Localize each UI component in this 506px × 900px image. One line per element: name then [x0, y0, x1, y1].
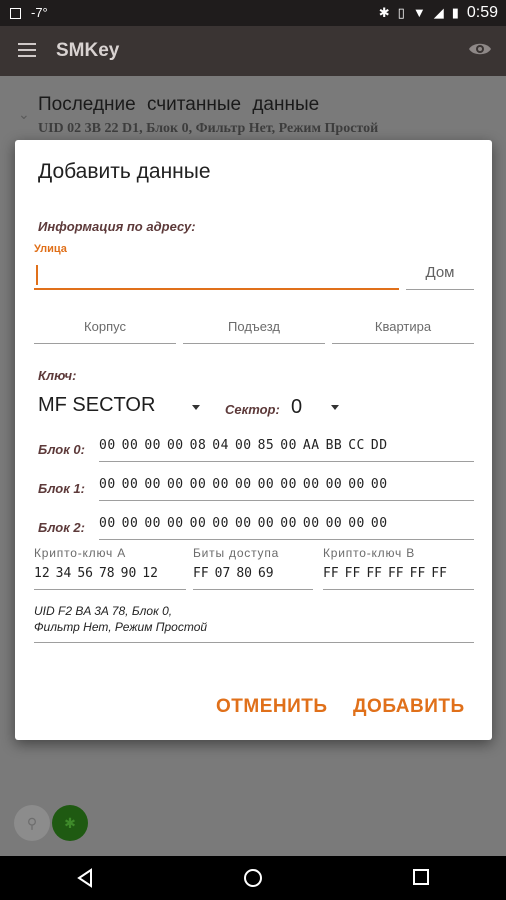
signal-icon: ◢ [433, 5, 444, 20]
block-0-label: Блок 0: [38, 442, 85, 457]
block-1-label: Блок 1: [38, 481, 85, 496]
apartment-field[interactable]: Квартира [332, 316, 474, 344]
app-bar [0, 26, 506, 76]
key-type-dropdown-icon[interactable] [192, 405, 200, 410]
gallery-notification-icon [10, 8, 21, 19]
vibrate-icon: ▯ [397, 5, 405, 20]
hex-byte: 00 [370, 477, 388, 492]
hex-byte: 04 [212, 438, 229, 453]
hex-byte: 00 [189, 516, 207, 531]
hex-byte: FF [366, 566, 382, 581]
access-bits-label: Биты доступа [193, 546, 280, 560]
entrance-field[interactable]: Подъезд [183, 316, 325, 344]
hex-byte: 00 [144, 516, 161, 531]
dialog-title: Добавить данные [38, 160, 211, 183]
hex-byte: FF [387, 566, 404, 581]
hex-byte: DD [370, 438, 388, 453]
hex-byte: 00 [121, 516, 139, 531]
hex-byte: 00 [234, 477, 252, 492]
hex-byte: FF [409, 566, 426, 581]
hex-byte: BB [325, 438, 343, 453]
hamburger-menu-icon[interactable] [18, 43, 36, 57]
hex-byte: FF [431, 566, 447, 581]
hex-byte: 69 [257, 566, 274, 581]
chevron-down-icon[interactable]: ⌄ [18, 106, 30, 122]
home-icon[interactable] [243, 868, 263, 893]
hex-byte: 00 [99, 477, 116, 492]
sector-dropdown-icon[interactable] [331, 405, 339, 410]
street-input[interactable] [34, 260, 399, 290]
navigation-bar [0, 856, 506, 900]
hex-byte: 00 [348, 477, 365, 492]
last-read-title: Последние считанные данные [38, 94, 320, 115]
hex-byte: 00 [234, 516, 252, 531]
hex-byte: 00 [325, 477, 343, 492]
bluetooth-icon: ✱ [64, 815, 76, 831]
hex-byte: 08 [189, 438, 207, 453]
hex-byte: 00 [234, 438, 252, 453]
bluetooth-fab[interactable] [52, 805, 88, 841]
recents-icon[interactable] [412, 868, 430, 891]
key-section-label: Ключ: [38, 368, 77, 383]
last-read-subtitle: UID 02 3B 22 D1, Блок 0, Фильтр Нет, Режим Простой [38, 121, 379, 136]
hex-byte: 34 [55, 566, 72, 581]
hex-byte: 00 [212, 477, 229, 492]
hex-byte: 00 [144, 477, 161, 492]
block-2-label: Блок 2: [38, 520, 85, 535]
hex-byte: 90 [120, 566, 137, 581]
hex-byte: 00 [99, 516, 116, 531]
add-button[interactable]: ДОБАВИТЬ [353, 696, 465, 717]
hex-byte: 00 [348, 516, 365, 531]
uid-note-line-1: UID F2 BA 3A 78, Блок 0, [34, 604, 173, 618]
weather-temp: -7° [31, 5, 48, 20]
hex-byte: FF [193, 566, 209, 581]
usb-fab[interactable] [14, 805, 50, 841]
block-2-input[interactable] [99, 514, 474, 540]
clock: 0:59 [466, 4, 498, 21]
hex-byte: 12 [142, 566, 158, 581]
app-title: SMKey [56, 40, 120, 61]
building-field[interactable]: Корпус [34, 316, 176, 344]
block-0-input[interactable] [99, 436, 474, 462]
house-field[interactable]: Дом [406, 262, 474, 290]
hex-byte: 00 [166, 438, 184, 453]
hex-byte: 00 [370, 516, 388, 531]
hex-byte: FF [323, 566, 339, 581]
hex-byte: 00 [257, 477, 275, 492]
wifi-icon: ▼ [412, 5, 426, 20]
hex-byte: 00 [166, 477, 184, 492]
sector-select[interactable]: 0 [291, 396, 303, 418]
status-bar [0, 0, 506, 26]
hex-byte: 00 [121, 477, 139, 492]
hex-byte: 00 [302, 477, 320, 492]
cancel-button[interactable]: ОТМЕНИТЬ [216, 696, 328, 717]
hex-byte: 07 [214, 566, 231, 581]
hex-byte: FF [344, 566, 361, 581]
hex-byte: 00 [189, 477, 207, 492]
sector-label: Сектор: [225, 402, 280, 417]
bluetooth-icon: ✱ [378, 5, 390, 20]
hex-byte: 00 [257, 516, 275, 531]
back-icon[interactable] [76, 868, 94, 893]
hex-byte: 00 [280, 516, 297, 531]
crypto-key-a-label: Крипто-ключ A [34, 546, 127, 560]
hex-byte: 56 [77, 566, 93, 581]
hex-byte: 00 [144, 438, 161, 453]
uid-note-line-2: Фильтр Нет, Режим Простой [34, 620, 208, 634]
hex-byte: 12 [34, 566, 50, 581]
access-bits-input[interactable] [193, 564, 313, 590]
hex-byte: 80 [236, 566, 252, 581]
hex-byte: 00 [302, 516, 320, 531]
hex-byte: 85 [257, 438, 275, 453]
hex-byte: 00 [99, 438, 116, 453]
usb-icon: ⚲ [26, 815, 38, 831]
key-type-select[interactable]: MF SECTOR [38, 394, 156, 416]
hex-byte: 00 [212, 516, 229, 531]
address-section-label: Информация по адресу: [38, 219, 196, 234]
text-cursor [36, 265, 38, 285]
block-1-input[interactable] [99, 475, 474, 501]
battery-icon: ▮ [451, 5, 459, 20]
uid-note-field[interactable] [34, 603, 474, 643]
hex-byte: CC [348, 438, 365, 453]
hex-byte: 00 [121, 438, 139, 453]
eye-icon[interactable] [468, 38, 492, 65]
crypto-key-b-label: Крипто-ключ B [323, 546, 416, 560]
hex-byte: 00 [166, 516, 184, 531]
hex-byte: 00 [280, 438, 297, 453]
hex-byte: AA [302, 438, 320, 453]
crypto-key-b-input[interactable] [323, 564, 474, 590]
crypto-key-a-input[interactable] [34, 564, 186, 590]
hex-byte: 78 [98, 566, 115, 581]
add-data-dialog [15, 140, 492, 740]
hex-byte: 00 [280, 477, 297, 492]
street-label: Улица [34, 243, 67, 255]
hex-byte: 00 [325, 516, 343, 531]
